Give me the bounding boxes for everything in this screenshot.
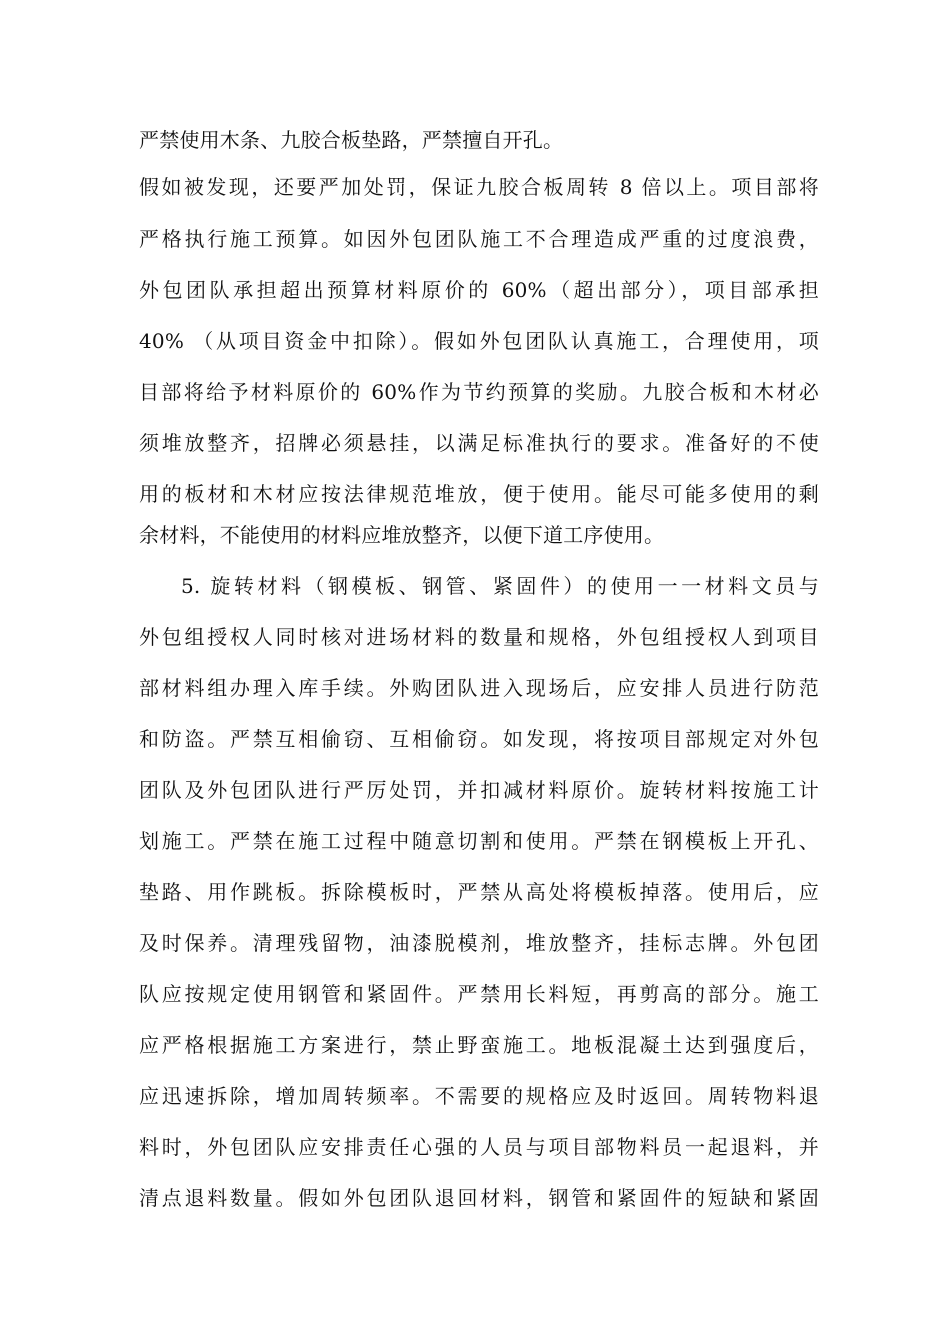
text-line: 40% （从项目资金中扣除）。假如外包团队认真施工，合理使用，项 — [139, 329, 819, 353]
text-line: 部材料组办理入库手续。外购团队进入现场后，应安排人员进行防范 — [139, 676, 819, 700]
text-line: 目部将给予材料原价的 60%作为节约预算的奖励。九胶合板和木材必 — [139, 380, 819, 404]
text-line: 和防盗。严禁互相偷窃、互相偷窃。如发现，将按项目部规定对外包 — [139, 727, 819, 751]
text-line: 队应按规定使用钢管和紧固件。严禁用长料短，再剪高的部分。施工 — [139, 982, 819, 1006]
text-line: 余材料，不能使用的材料应堆放整齐，以便下道工序使用。 — [139, 523, 665, 547]
text-line: 用的板材和木材应按法律规范堆放，便于使用。能尽可能多使用的剩 — [139, 482, 819, 506]
text-line: 垫路、用作跳板。拆除模板时，严禁从高处将模板掉落。使用后，应 — [139, 880, 819, 904]
text-line: 应严格根据施工方案进行，禁止野蛮施工。地板混凝土达到强度后， — [139, 1033, 819, 1057]
text-line: 料时，外包团队应安排责任心强的人员与项目部物料员一起退料，并 — [139, 1135, 819, 1159]
text-line: 应迅速拆除，增加周转频率。不需要的规格应及时返回。周转物料退 — [139, 1084, 819, 1108]
text-line: 5. 旋转材料（钢模板、钢管、紧固件）的使用一一材料文员与 — [181, 574, 819, 598]
text-line: 划施工。严禁在施工过程中随意切割和使用。严禁在钢模板上开孔、 — [139, 829, 819, 853]
text-line: 团队及外包团队进行严厉处罚，并扣减材料原价。旋转材料按施工计 — [139, 778, 819, 802]
text-line: 清点退料数量。假如外包团队退回材料，钢管和紧固件的短缺和紧固 — [139, 1186, 819, 1210]
text-line: 严格执行施工预算。如因外包团队施工不合理造成严重的过度浪费， — [139, 227, 819, 251]
text-line: 外包组授权人同时核对进场材料的数量和规格，外包组授权人到项目 — [139, 625, 819, 649]
text-line: 严禁使用木条、九胶合板垫路，严禁擅自开孔。 — [139, 128, 564, 152]
text-line: 假如被发现，还要严加处罚，保证九胶合板周转 8 倍以上。项目部将 — [139, 175, 819, 199]
text-line: 须堆放整齐，招牌必须悬挂，以满足标准执行的要求。准备好的不使 — [139, 431, 819, 455]
text-line: 外包团队承担超出预算材料原价的 60%（超出部分），项目部承担 — [139, 278, 819, 302]
text-line: 及时保养。清理残留物，油漆脱模剂，堆放整齐，挂标志牌。外包团 — [139, 931, 819, 955]
